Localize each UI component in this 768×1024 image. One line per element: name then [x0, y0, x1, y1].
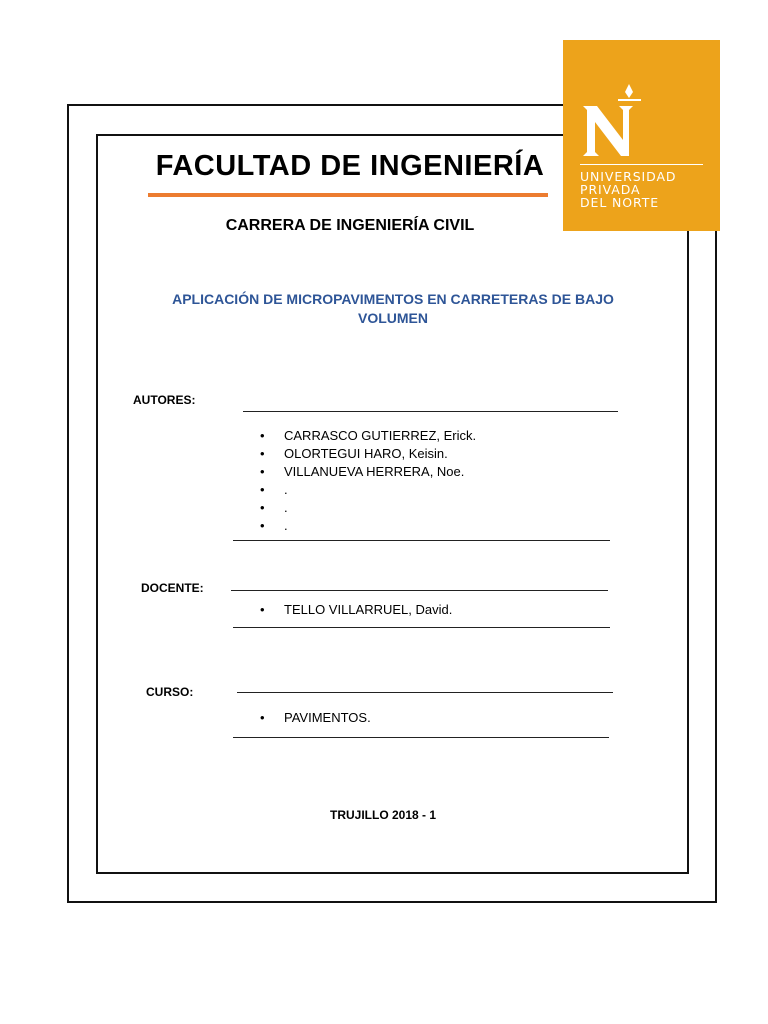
list-item: • . — [260, 517, 476, 535]
course-label: CURSO: — [146, 685, 194, 699]
logo-wordmark: UNIVERSIDAD PRIVADA DEL NORTE — [580, 169, 677, 210]
authors-list — [260, 427, 476, 535]
teacher-label: DOCENTE: — [141, 581, 204, 595]
list-item: • TELLO VILLARRUEL, David. — [260, 601, 452, 619]
title-underline — [148, 193, 548, 197]
career-title: CARRERA DE INGENIERÍA CIVIL — [225, 217, 475, 234]
list-item: • OLORTEGUI HARO, Keisin. — [260, 445, 476, 463]
list-item: • . — [260, 481, 476, 499]
teacher-rule-top — [231, 590, 608, 591]
list-item: • . — [260, 499, 476, 517]
teacher-rule-bottom — [233, 627, 610, 628]
university-logo — [563, 40, 720, 231]
faculty-title: FACULTAD DE INGENIERÍA — [155, 150, 545, 182]
course-rule-top — [237, 692, 613, 693]
course-rule-bottom — [233, 737, 609, 738]
list-item: • PAVIMENTOS. — [260, 709, 371, 727]
authors-rule-top — [243, 411, 618, 412]
thesis-title: APLICACIÓN DE MICROPAVIMENTOS EN CARRETERAS DE BAJO VOLUMEN — [172, 291, 614, 326]
teacher-list — [260, 601, 452, 619]
place-and-year: TRUJILLO 2018 - 1 — [329, 808, 437, 822]
logo-rule-top — [580, 164, 703, 165]
list-item: • VILLANUEVA HERRERA, Noe. — [260, 463, 476, 481]
list-item: • CARRASCO GUTIERREZ, Erick. — [260, 427, 476, 445]
authors-label: AUTORES: — [133, 393, 196, 407]
course-list — [260, 709, 371, 727]
authors-rule-bottom — [233, 540, 610, 541]
